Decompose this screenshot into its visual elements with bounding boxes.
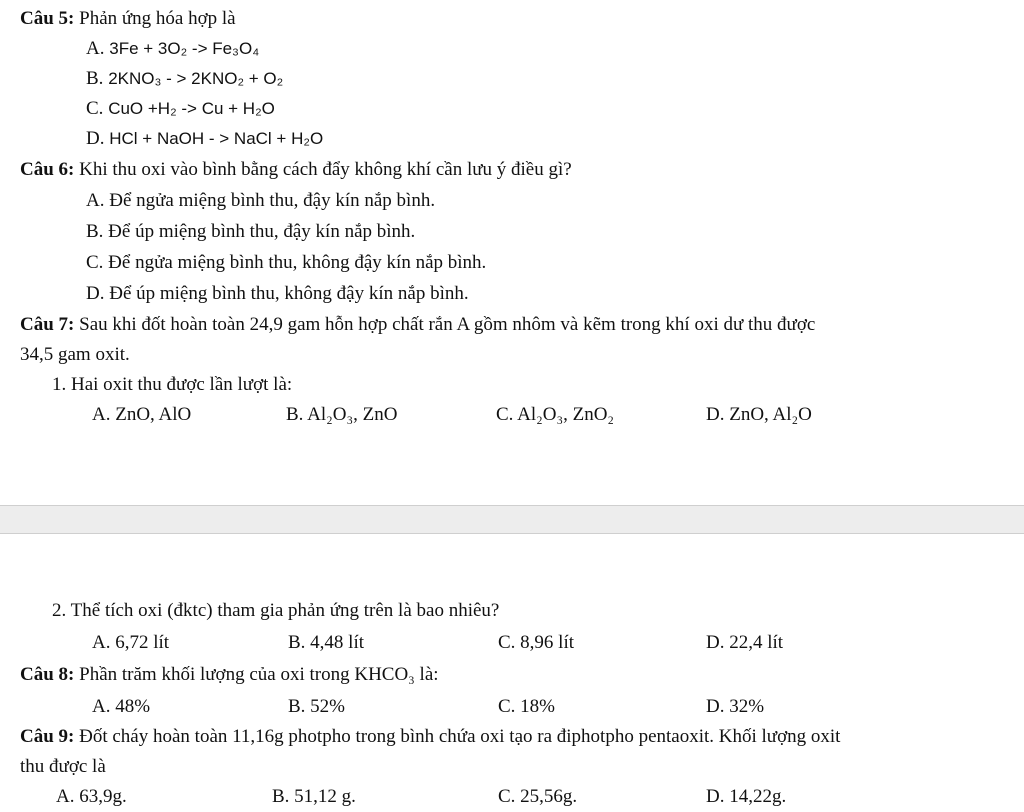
question-6-label: Câu 6: bbox=[20, 159, 75, 180]
q6-option-a: A. Để ngửa miệng bình thu, đậy kín nắp bình. bbox=[86, 190, 436, 211]
q9-option-c: C. 25,56g. bbox=[498, 786, 578, 807]
page-break-divider bbox=[0, 505, 1024, 534]
q7-sub2-option-a: A. 6,72 lít bbox=[92, 632, 170, 653]
q5-option-a: A. 3Fe + 3O₂ -> Fe₃O₄ bbox=[86, 38, 260, 59]
q6-option-b: B. Để úp miệng bình thu, đậy kín nắp bình. bbox=[86, 221, 416, 242]
q7-sub2-option-c: C. 8,96 lít bbox=[498, 632, 575, 653]
q5-option-d: D. HCl + NaOH - > NaCl + H₂O bbox=[86, 128, 324, 149]
question-9-text: Đốt cháy hoàn toàn 11,16g photpho trong bình chứa oxi tạo ra điphotpho pentaoxit. Khối lượng oxit bbox=[79, 726, 841, 747]
question-8 bbox=[20, 662, 439, 688]
q9-option-d: D. 14,22g. bbox=[706, 786, 787, 807]
q7-sub1-option-a: A. ZnO, AlO bbox=[92, 404, 192, 425]
document-page-2 bbox=[0, 534, 1024, 812]
q8-option-d: D. 32% bbox=[706, 696, 765, 717]
q7-sub1-text: 1. Hai oxit thu được lần lượt là: bbox=[52, 374, 293, 395]
q7-sub2-option-d: D. 22,4 lít bbox=[706, 632, 784, 653]
q5-option-c: C. CuO +H₂ -> Cu + H₂O bbox=[86, 98, 275, 119]
question-9-label: Câu 9: bbox=[20, 726, 75, 747]
question-7-text-cont: 34,5 gam oxit. bbox=[20, 344, 130, 365]
question-6 bbox=[20, 157, 572, 183]
question-9-text-cont: thu được là bbox=[20, 756, 106, 777]
question-8-label: Câu 8: bbox=[20, 664, 75, 685]
q7-sub1-option-d: D. ZnO, Al₂O bbox=[706, 404, 812, 425]
question-5 bbox=[20, 6, 236, 32]
q8-option-c: C. 18% bbox=[498, 696, 555, 717]
q7-sub1-option-b: B. Al₂O₃, ZnO bbox=[286, 404, 398, 425]
question-7 bbox=[20, 312, 815, 338]
question-6-text: Khi thu oxi vào bình bằng cách đẩy không khí cần lưu ý điều gì? bbox=[79, 159, 572, 180]
q9-option-a: A. 63,9g. bbox=[56, 786, 127, 807]
q9-option-b: B. 51,12 g. bbox=[272, 786, 356, 807]
question-8-text: Phần trăm khối lượng của oxi trong KHCO₃ là: bbox=[79, 664, 439, 685]
q7-sub2-option-b: B. 4,48 lít bbox=[288, 632, 365, 653]
q7-sub1-option-c: C. Al₂O₃, ZnO₂ bbox=[496, 404, 615, 425]
question-5-label: Câu 5: bbox=[20, 8, 75, 29]
q6-option-c: C. Để ngửa miệng bình thu, không đậy kín nắp bình. bbox=[86, 252, 487, 273]
q8-option-b: B. 52% bbox=[288, 696, 345, 717]
q6-option-d: D. Để úp miệng bình thu, không đậy kín nắp bình. bbox=[86, 283, 469, 304]
q8-option-a: A. 48% bbox=[92, 696, 151, 717]
question-7-label: Câu 7: bbox=[20, 314, 75, 335]
q7-sub2-text: 2. Thể tích oxi (đktc) tham gia phản ứng trên là bao nhiêu? bbox=[52, 600, 500, 621]
q5-option-b: B. 2KNO₃ - > 2KNO₂ + O₂ bbox=[86, 68, 284, 89]
question-9 bbox=[20, 724, 840, 750]
question-7-text: Sau khi đốt hoàn toàn 24,9 gam hỗn hợp chất rắn A gồm nhôm và kẽm trong khí oxi dư thu được bbox=[79, 314, 816, 335]
question-5-text: Phản ứng hóa hợp là bbox=[79, 8, 236, 29]
